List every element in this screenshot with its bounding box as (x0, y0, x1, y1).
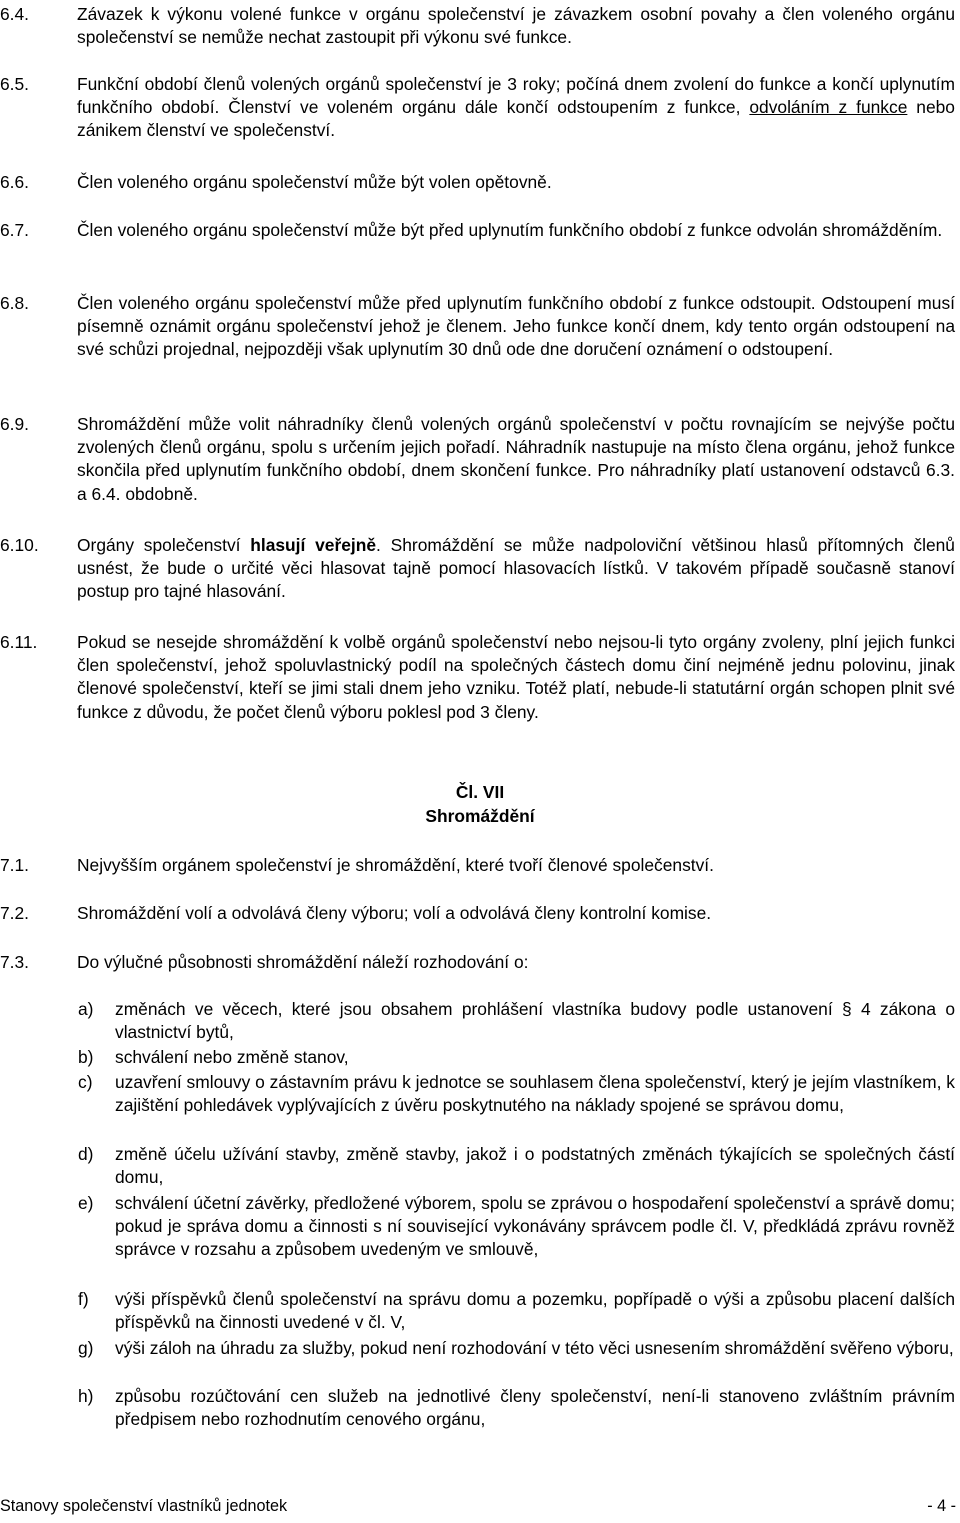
section-text: Závazek k výkonu volené funkce v orgánu společenství je závazkem osobní povahy a člen voleného orgánu společenství se nemůže nechat zastoupit při výkonu své funkce. (77, 4, 955, 48)
list-item (0, 1071, 960, 1117)
section-number: 6.8. (0, 293, 30, 313)
section-number: 6.5. (0, 74, 30, 94)
list-item-letter: a) (78, 999, 94, 1019)
list-item-text: schválení nebo změně stanov, (115, 1047, 349, 1067)
list-item-letter: c) (78, 1072, 93, 1092)
section-6-8 (0, 292, 960, 362)
section-number: 7.3. (0, 952, 30, 972)
list-item (0, 1385, 960, 1431)
section-7-2 (0, 902, 960, 925)
section-text-part: nebo zánikem členství ve společenství. (77, 97, 955, 141)
list-item (0, 1192, 960, 1262)
list-item (0, 1337, 960, 1360)
section-text: Nejvyšším orgánem společenství je shromáždění, které tvoří členové společenství. (77, 855, 714, 875)
bold-phrase: hlasují veřejně (250, 535, 377, 555)
list-item-letter: d) (78, 1144, 94, 1164)
section-number: 6.10. (0, 535, 39, 555)
section-text (77, 73, 955, 143)
section-text: Člen voleného orgánu společenství může být volen opětovně. (77, 172, 552, 192)
section-number: 7.1. (0, 855, 30, 875)
chapter-number: Čl. VII (455, 782, 505, 802)
footer-page-number: - 4 - (927, 1497, 956, 1515)
list-item-text: výši záloh na úhradu za služby, pokud není rozhodování v této věci usnesením shromáždění svěřeno výboru, (115, 1338, 954, 1358)
section-text (77, 534, 955, 604)
section-6-6 (0, 171, 960, 194)
section-text: Člen voleného orgánu společenství může před uplynutím funkčního období z funkce odstoupit. Odstoupení musí písemně oznámit orgánu společenství jehož je členem. Jeho funkce končí dnem, kdy tento orgán odstoupení na své schůzi projednal, nejpozději však uplynutím 30 dnů ode dne doručení oznámení o odstoupení. (77, 293, 955, 360)
section-text: Shromáždění volí a odvolává členy výboru; volí a odvolává členy kontrolní komise. (77, 903, 712, 923)
list-item-letter: f) (78, 1289, 89, 1309)
section-7-3 (0, 951, 960, 974)
section-text-part: Orgány společenství (77, 535, 251, 555)
list-item-text: uzavření smlouvy o zástavním právu k jednotce se souhlasem člena společenství, který je jejím vlastníkem, k zajištění pohledávek vyplývajících z úvěru poskytnutého na náklady spojené se správou domu, (115, 1072, 955, 1116)
section-text-part: . Shromáždění se může nadpoloviční většinou hlasů přítomných členů usnést, že bude o určité věci hlasovat tajně pomocí hlasovacích lístků. V takovém případě současně stanoví postup pro tajné hlasování. (77, 535, 955, 602)
section-number: 6.11. (0, 632, 38, 652)
section-6-10 (0, 534, 960, 604)
chapter-title: Shromáždění (425, 806, 535, 826)
section-text: Pokud se nesejde shromáždění k volbě orgánů společenství nebo nejsou-li tyto orgány zvoleny, plní jejich funkci člen společenství, jehož spoluvlastnický podíl na společných částech domu činí nejméně jednu polovinu, jinak členové společenství, kteří se jimi stali dnem jeho vzniku. Totéž platí, nebude-li statutární orgán schopen plnit své funkce z důvodu, že počet členů výboru poklesl pod 3 členy. (77, 632, 955, 722)
list-item-text: změně účelu užívání stavby, změně stavby, jakož i o podstatných změnách týkajících se společných částí domu, (115, 1144, 955, 1188)
list-item-letter: g) (78, 1338, 94, 1358)
list-item-letter: e) (78, 1193, 94, 1213)
list-item-text: způsobu rozúčtování cen služeb na jednotlivé členy společenství, není-li stanoveno zvláštním právním předpisem nebo rozhodnutím cenového orgánu, (115, 1386, 955, 1430)
section-6-5 (0, 73, 960, 143)
section-number: 6.7. (0, 220, 30, 240)
section-text-part: Funkční období členů volených orgánů společenství je 3 roky; počíná dnem zvolení do funkce a končí uplynutím funkčního období. Členství ve voleném orgánu dále končí odstoupením z funkce, (77, 74, 955, 118)
section-6-7 (0, 219, 960, 242)
list-item-text: výši příspěvků členů společenství na správu domu a pozemku, popřípadě o výši a způsobu placení dalších příspěvků na činnosti uvedené v čl. V, (115, 1289, 955, 1333)
section-6-4 (0, 3, 960, 49)
list-item-text: změnách ve věcech, které jsou obsahem prohlášení vlastníka budovy podle ustanovení § 4 zákona o vlastnictví bytů, (115, 999, 955, 1043)
section-number: 6.4. (0, 4, 30, 24)
footer-document-title: Stanovy společenství vlastníků jednotek (0, 1497, 288, 1515)
section-7-1 (0, 854, 960, 877)
section-text: Do výlučné působnosti shromáždění náleží rozhodování o: (77, 952, 529, 972)
section-number: 7.2. (0, 903, 30, 923)
section-number: 6.6. (0, 172, 30, 192)
list-item (0, 998, 960, 1044)
list-item (0, 1046, 960, 1069)
section-6-9 (0, 413, 960, 506)
list-item-letter: h) (78, 1386, 94, 1406)
section-text: Člen voleného orgánu společenství může být před uplynutím funkčního období z funkce odvolán shromážděním. (77, 220, 943, 240)
list-item-text: schválení účetní závěrky, předložené výborem, spolu se zprávou o hospodaření společenství a správě domu; pokud je správa domu a činnosti s ní související vykonávány správcem podle čl. V, předkládá zprávu rovněž správce v rozsahu a způsobem uvedeným ve smlouvě, (115, 1193, 955, 1260)
underlined-phrase: odvoláním z funkce (749, 97, 908, 118)
list-item-letter: b) (78, 1047, 94, 1067)
section-number: 6.9. (0, 414, 30, 434)
list-item (0, 1143, 960, 1189)
list-item (0, 1288, 960, 1334)
section-text: Shromáždění může volit náhradníky členů volených orgánů společenství v počtu rovnajícím se nejvýše počtu zvolených členů orgánu, spolu s určením jejich pořadí. Náhradník nastupuje na místo člena orgánu, jehož funkce skončila před uplynutím funkčního období, dnem skončení funkce. Pro náhradníky platí ustanovení odstavců 6.3. a 6.4. obdobně. (77, 414, 955, 504)
section-6-11 (0, 631, 960, 724)
